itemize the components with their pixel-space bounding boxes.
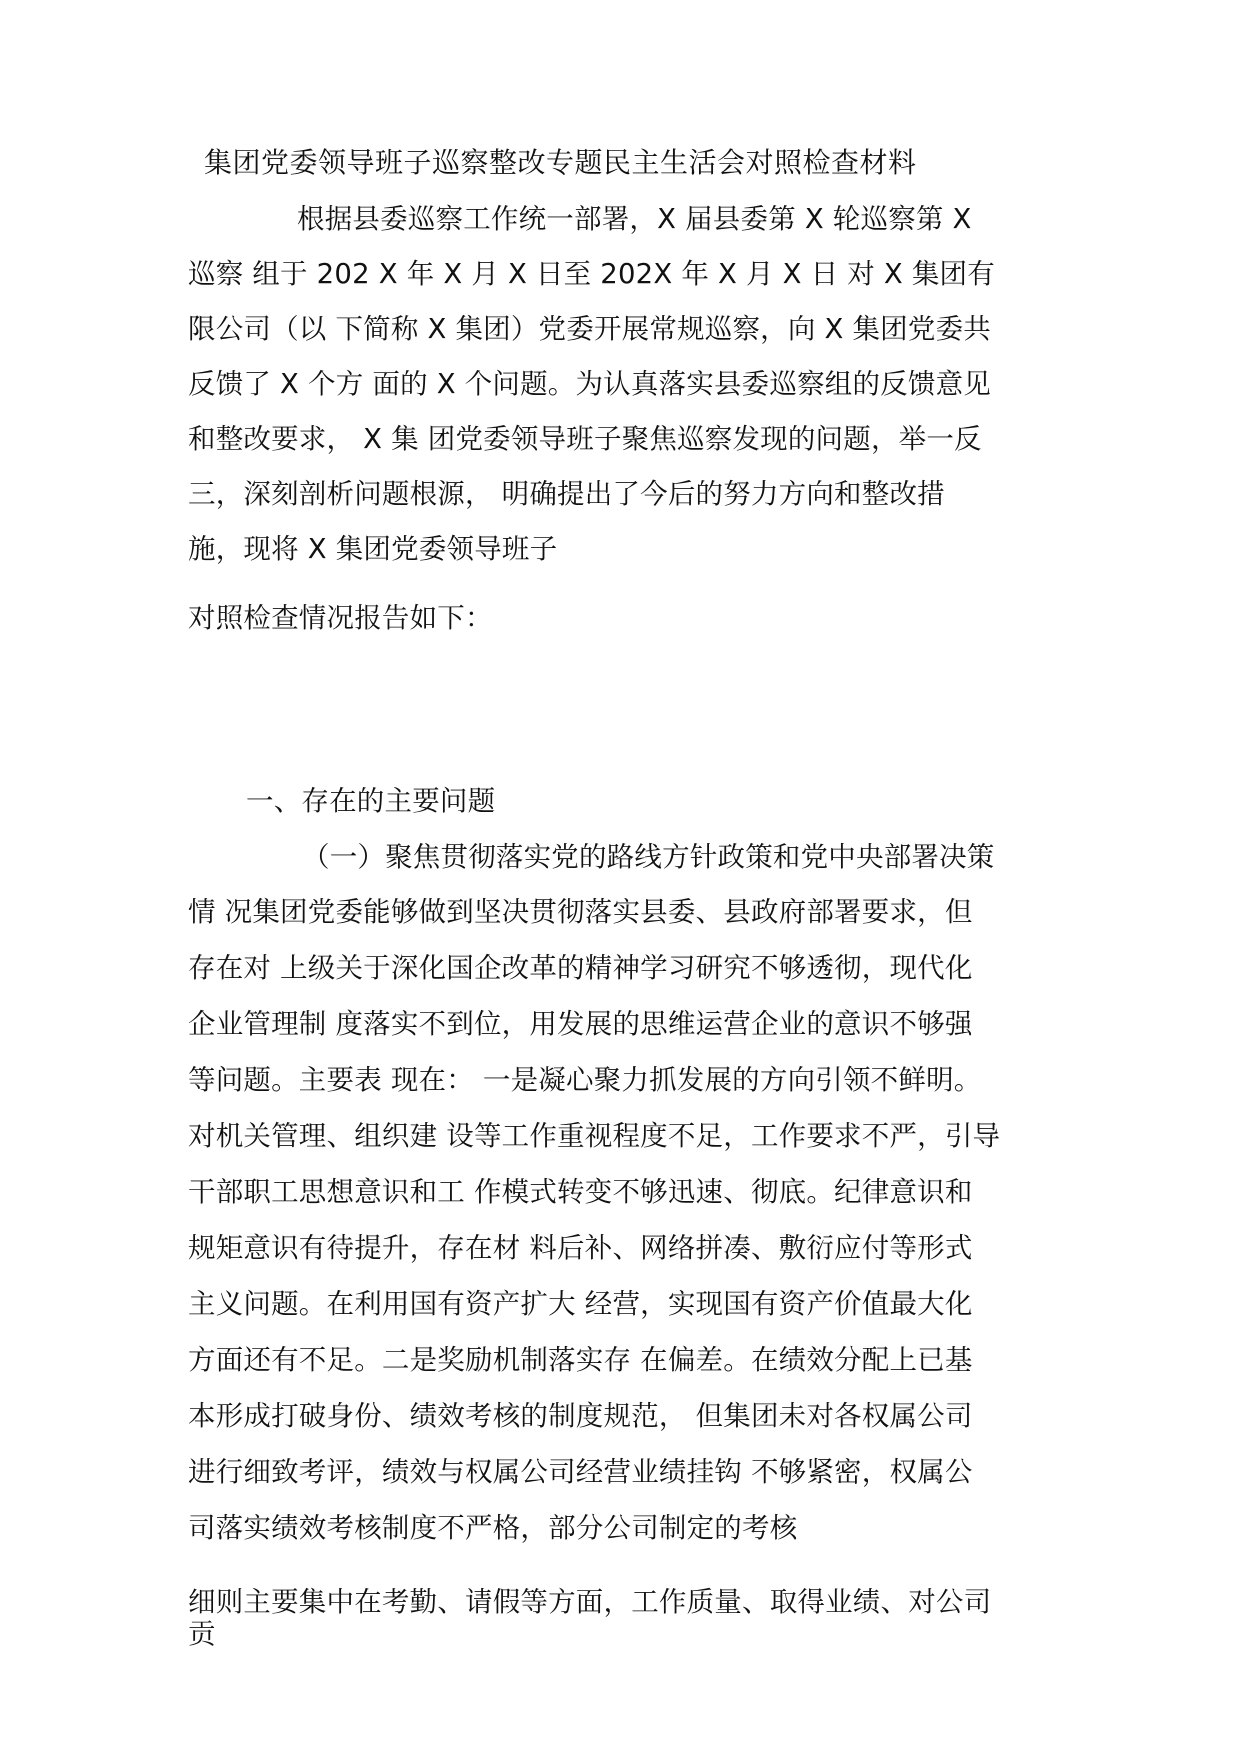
intro-line: 施，现将 X 集团党委领导班子	[188, 533, 558, 565]
body-line: 本形成打破身份、绩效考核的制度规范， 但集团未对各权属公司	[188, 1400, 973, 1432]
intro-line: 根据县委巡察工作统一部署，X 届县委第 X 轮巡察第 X	[297, 203, 972, 235]
body-line: 情 况集团党委能够做到坚决贯彻落实县委、县政府部署要求，但	[188, 896, 973, 928]
body-line: （一）聚焦贯彻落实党的路线方针政策和党中央部署决策	[302, 841, 995, 873]
intro-line: 对照检查情况报告如下：	[188, 602, 493, 634]
body-line: 贡	[188, 1618, 216, 1650]
intro-line: 和整改要求， X 集 团党委领导班子聚焦巡察发现的问题，举一反	[188, 423, 982, 455]
body-line: 对机关管理、组织建 设等工作重视程度不足，工作要求不严，引导	[188, 1120, 1001, 1152]
body-line: 细则主要集中在考勤、请假等方面，工作质量、取得业绩、对公司	[188, 1586, 992, 1618]
body-line: 存在对 上级关于深化国企改革的精神学习研究不够透彻，现代化	[188, 952, 973, 984]
body-line: 企业管理制 度落实不到位，用发展的思维运营企业的意识不够强	[188, 1008, 973, 1040]
body-line: 等问题。主要表 现在： 一是凝心聚力抓发展的方向引领不鲜明。	[188, 1064, 982, 1096]
body-line: 方面还有不足。二是奖励机制落实存 在偏差。在绩效分配上已基	[188, 1344, 973, 1376]
body-line: 进行细致考评，绩效与权属公司经营业绩挂钩 不够紧密，权属公	[188, 1456, 973, 1488]
body-line: 司落实绩效考核制度不严格，部分公司制定的考核	[188, 1512, 798, 1544]
intro-line: 三，深刻剖析问题根源， 明确提出了今后的努力方向和整改措	[188, 478, 945, 510]
section-heading: 一、存在的主要问题	[246, 785, 496, 817]
intro-line: 巡察 组于 202 X 年 X 月 X 日至 202X 年 X 月 X 日 对 X 集团有	[188, 258, 995, 290]
body-line: 主义问题。在利用国有资产扩大 经营，实现国有资产价值最大化	[188, 1288, 973, 1320]
body-line: 规矩意识有待提升，存在材 料后补、网络拼凑、敷衍应付等形式	[188, 1232, 973, 1264]
intro-line: 反馈了 X 个方 面的 X 个问题。为认真落实县委巡察组的反馈意见	[188, 368, 991, 400]
document-title: 集团党委领导班子巡察整改专题民主生活会对照检查材料	[204, 146, 917, 179]
intro-line: 限公司（以 下简称 X 集团）党委开展常规巡察，向 X 集团党委共	[188, 313, 991, 345]
body-line: 干部职工思想意识和工 作模式转变不够迅速、彻底。纪律意识和	[188, 1176, 973, 1208]
